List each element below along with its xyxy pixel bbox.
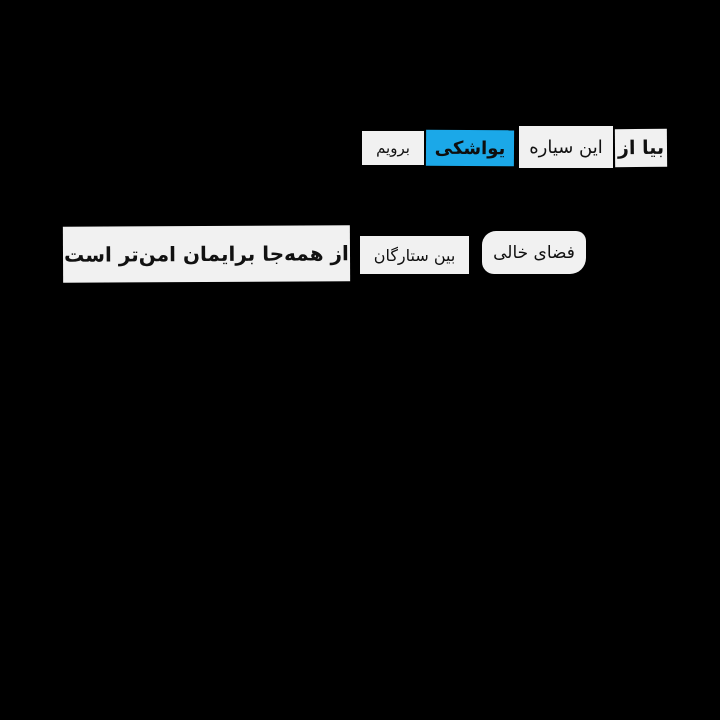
clipping-az-hamejaa: از همه‌جا برایمان امن‌تر است (63, 225, 350, 283)
clipping-beravim: برویم (362, 131, 424, 165)
clipping-beyn-setaregan: بین ستارگان (360, 236, 469, 274)
clipping-in-sayare: این سیاره (519, 126, 613, 168)
clipping-fazaye-khali: فضای خالی (482, 231, 586, 274)
clipping-bia-az: بیا از (615, 129, 667, 167)
clipping-yavashaki-highlight: یواشکی (426, 130, 514, 167)
